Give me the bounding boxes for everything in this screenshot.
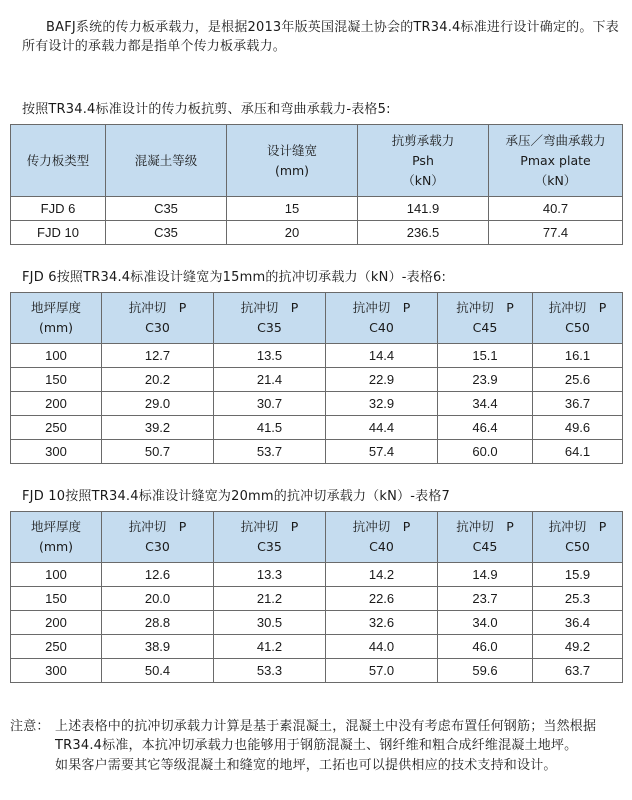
table-row <box>11 197 623 221</box>
table-cell: 46.0 <box>438 635 533 659</box>
table5 <box>10 124 623 245</box>
table-cell: 57.0 <box>326 659 438 683</box>
table5-header-grade: 混凝土等级 <box>106 125 227 197</box>
table5-header-shear: 抗剪承载力 Psh （kN） <box>358 125 489 197</box>
table-cell: 22.9 <box>326 368 438 392</box>
table6-header-c40: 抗冲切 P C40 <box>326 293 438 344</box>
table6-header-thickness: 地坪厚度 (mm) <box>11 293 102 344</box>
table-cell: 236.5 <box>358 221 489 245</box>
table-cell: 29.0 <box>102 392 214 416</box>
table-cell: 100 <box>11 563 102 587</box>
table-row <box>11 368 623 392</box>
note-extra: 如果客户需要其它等级混凝土和缝宽的地坪，工拓也可以提供相应的技术支持和设计。 <box>55 758 557 773</box>
table-cell: 15.1 <box>438 344 533 368</box>
table-cell: 77.4 <box>489 221 623 245</box>
table-cell: 60.0 <box>438 440 533 464</box>
table-cell: 25.3 <box>533 587 623 611</box>
table6-header-c50: 抗冲切 P C50 <box>533 293 623 344</box>
table-cell: 40.7 <box>489 197 623 221</box>
table6-header-c35: 抗冲切 P C35 <box>214 293 326 344</box>
table-cell: 63.7 <box>533 659 623 683</box>
table-cell: 20 <box>227 221 358 245</box>
table-cell: 150 <box>11 368 102 392</box>
table7-header-c50: 抗冲切 P C50 <box>533 512 623 563</box>
table-cell: 57.4 <box>326 440 438 464</box>
table-cell: 14.2 <box>326 563 438 587</box>
table-cell: 15 <box>227 197 358 221</box>
table-cell: 38.9 <box>102 635 214 659</box>
table-cell: 14.4 <box>326 344 438 368</box>
table-cell: 32.6 <box>326 611 438 635</box>
table7-header-thickness: 地坪厚度 (mm) <box>11 512 102 563</box>
table-cell: 53.7 <box>214 440 326 464</box>
table-cell: 23.7 <box>438 587 533 611</box>
table-cell: FJD 10 <box>11 221 106 245</box>
table-cell: 25.6 <box>533 368 623 392</box>
table-cell: 250 <box>11 416 102 440</box>
table-cell: 21.4 <box>214 368 326 392</box>
table-row <box>11 221 623 245</box>
table-cell: 36.4 <box>533 611 623 635</box>
table-row <box>11 416 623 440</box>
table7-caption: FJD 10按照TR34.4标准设计缝宽为20mm的抗冲切承载力（kN）-表格7 <box>22 489 450 504</box>
table7-header-row <box>11 512 623 563</box>
table5-caption: 按照TR34.4标准设计的传力板抗剪、承压和弯曲承载力-表格5: <box>22 102 391 117</box>
note-text: 上述表格中的抗冲切承载力计算是基于素混凝土，混凝土中没有考虑布置任何钢筋；当然根据TR34.4标准，本抗冲切承载力也能够用于钢筋混凝土、钢纤维和粗合成纤维混凝土地坪。 <box>55 719 597 753</box>
table-cell: 34.4 <box>438 392 533 416</box>
table6-caption: FJD 6按照TR34.4标准设计缝宽为15mm的抗冲切承载力（kN）-表格6: <box>22 270 447 285</box>
table-cell: 16.1 <box>533 344 623 368</box>
table-cell: 20.0 <box>102 587 214 611</box>
table-row <box>11 344 623 368</box>
table-cell: 50.4 <box>102 659 214 683</box>
table7-header-c45: 抗冲切 P C45 <box>438 512 533 563</box>
table-cell: 41.5 <box>214 416 326 440</box>
table-cell: 41.2 <box>214 635 326 659</box>
table7-header-c35: 抗冲切 P C35 <box>214 512 326 563</box>
table-cell: 34.0 <box>438 611 533 635</box>
table5-header-type: 传力板类型 <box>11 125 106 197</box>
table6 <box>10 292 623 464</box>
table-row <box>11 587 623 611</box>
table-row <box>11 635 623 659</box>
table-row <box>11 659 623 683</box>
table-cell: 12.6 <box>102 563 214 587</box>
note-section <box>10 718 622 776</box>
table-cell: 200 <box>11 611 102 635</box>
table6-header-c30: 抗冲切 P C30 <box>102 293 214 344</box>
table-cell: 250 <box>11 635 102 659</box>
table6-header-c45: 抗冲切 P C45 <box>438 293 533 344</box>
table-row <box>11 392 623 416</box>
table5-header-row <box>11 125 623 197</box>
table-cell: 32.9 <box>326 392 438 416</box>
table6-header-row <box>11 293 623 344</box>
table-cell: 59.6 <box>438 659 533 683</box>
table5-header-bearing: 承压／弯曲承载力 Pmax plate （kN） <box>489 125 623 197</box>
table-cell: 49.2 <box>533 635 623 659</box>
table-cell: FJD 6 <box>11 197 106 221</box>
table-cell: 12.7 <box>102 344 214 368</box>
table-cell: 53.3 <box>214 659 326 683</box>
table-cell: 36.7 <box>533 392 623 416</box>
table-cell: C35 <box>106 221 227 245</box>
table-row <box>11 563 623 587</box>
table-cell: 21.2 <box>214 587 326 611</box>
table-cell: 50.7 <box>102 440 214 464</box>
table7 <box>10 511 623 683</box>
table-cell: 13.3 <box>214 563 326 587</box>
table-cell: 200 <box>11 392 102 416</box>
table-cell: 44.0 <box>326 635 438 659</box>
table-cell: 100 <box>11 344 102 368</box>
table-cell: 23.9 <box>438 368 533 392</box>
table-row <box>11 440 623 464</box>
table-cell: C35 <box>106 197 227 221</box>
table-cell: 13.5 <box>214 344 326 368</box>
table-cell: 300 <box>11 659 102 683</box>
table-cell: 28.8 <box>102 611 214 635</box>
note-label: 注意： <box>10 719 50 734</box>
table-cell: 14.9 <box>438 563 533 587</box>
table-cell: 150 <box>11 587 102 611</box>
table-cell: 300 <box>11 440 102 464</box>
table-cell: 39.2 <box>102 416 214 440</box>
table-cell: 141.9 <box>358 197 489 221</box>
table-row <box>11 611 623 635</box>
table-cell: 22.6 <box>326 587 438 611</box>
intro-paragraph: BAFJ系统的传力板承载力，是根据2013年版英国混凝土协会的TR34.4标准进行设计确定的。下表所有设计的承载力都是指单个传力板承载力。 <box>22 20 619 54</box>
table-cell: 30.5 <box>214 611 326 635</box>
table-cell: 44.4 <box>326 416 438 440</box>
table-cell: 20.2 <box>102 368 214 392</box>
table-cell: 49.6 <box>533 416 623 440</box>
table-cell: 46.4 <box>438 416 533 440</box>
table5-header-joint-width: 设计缝宽 (mm) <box>227 125 358 197</box>
table-cell: 30.7 <box>214 392 326 416</box>
table-cell: 64.1 <box>533 440 623 464</box>
table7-header-c40: 抗冲切 P C40 <box>326 512 438 563</box>
table-cell: 15.9 <box>533 563 623 587</box>
table7-header-c30: 抗冲切 P C30 <box>102 512 214 563</box>
